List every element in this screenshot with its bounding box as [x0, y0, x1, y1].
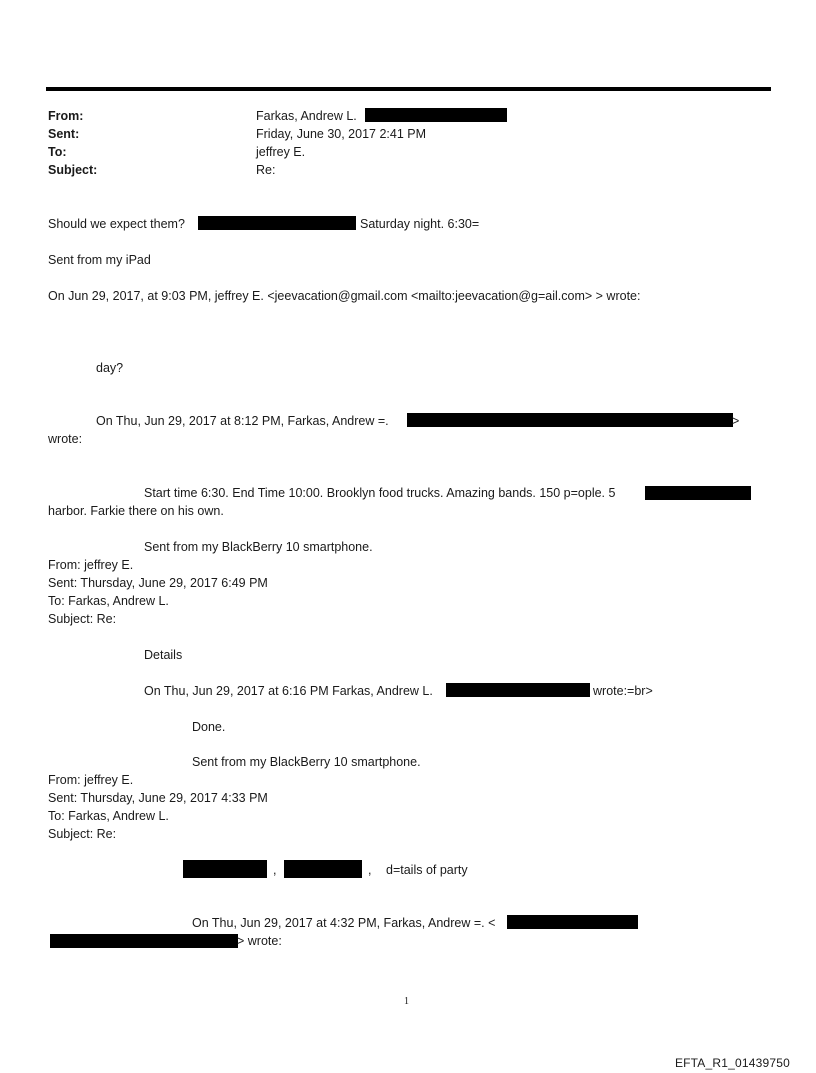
header-rule [46, 87, 771, 91]
from-value: Farkas, Andrew L. [256, 109, 357, 123]
body-line-13: Subject: Re: [48, 612, 117, 626]
body-line-1b: Saturday night. 6:30= [360, 217, 480, 231]
body-line-9: Sent from my BlackBerry 10 smartphone. [144, 540, 373, 554]
body-line-21: Subject: Re: [48, 827, 117, 841]
body-line-7: Start time 6:30. End Time 10:00. Brooklyn food trucks. Amazing bands. 150 p=ople. 5 [144, 486, 616, 500]
to-label: To: [48, 145, 67, 159]
body-line-16: Done. [192, 720, 226, 734]
body-line-8: harbor. Farkie there on his own. [48, 504, 224, 518]
body-line-2: Sent from my iPad [48, 253, 151, 267]
redaction-block [645, 486, 751, 500]
body-line-10: From: jeffrey E. [48, 558, 134, 572]
from-label: From: [48, 109, 84, 123]
body-line-17: Sent from my BlackBerry 10 smartphone. [192, 755, 421, 769]
body-line-11: Sent: Thursday, June 29, 2017 6:49 PM [48, 576, 268, 590]
to-value: jeffrey E. [256, 145, 306, 159]
body-line-3: On Jun 29, 2017, at 9:03 PM, jeffrey E. <jeevacation@gmail.com <mailto:jeevacation@g=ail.com> > wrote: [48, 289, 641, 303]
subject-value: Re: [256, 163, 276, 177]
body-line-18: From: jeffrey E. [48, 773, 134, 787]
body-line-23: On Thu, Jun 29, 2017 at 4:32 PM, Farkas, Andrew =. < [192, 916, 496, 930]
redaction-block [365, 108, 507, 122]
subject-label: Subject: [48, 163, 98, 177]
body-line-15b: wrote:=br> [593, 684, 653, 698]
sent-label: Sent: [48, 127, 80, 141]
redaction-block [284, 860, 362, 878]
redaction-block [50, 934, 238, 948]
body-line-24: > wrote: [237, 934, 282, 948]
sent-value: Friday, June 30, 2017 2:41 PM [256, 127, 427, 141]
redaction-block [407, 413, 733, 427]
redaction-block [183, 860, 267, 878]
redaction-block [198, 216, 356, 230]
body-line-19: Sent: Thursday, June 29, 2017 4:33 PM [48, 791, 268, 805]
document-id: EFTA_R1_01439750 [674, 1056, 790, 1070]
body-line-6: wrote: [48, 432, 83, 446]
body-line-4: day? [96, 361, 124, 375]
body-line-22c: d=tails of party [386, 863, 468, 877]
page-number: 1 [404, 996, 409, 1007]
body-line-15a: On Thu, Jun 29, 2017 at 6:16 PM Farkas, Andrew L. [144, 684, 433, 698]
body-line-5-end: > [732, 414, 740, 428]
body-line-22b: , [368, 863, 372, 877]
body-line-20: To: Farkas, Andrew L. [48, 809, 169, 823]
redaction-block [446, 683, 590, 697]
redaction-block [507, 915, 638, 929]
body-line-1a: Should we expect them? [48, 217, 185, 231]
body-line-22a: , [273, 863, 277, 877]
body-line-14: Details [144, 648, 183, 662]
body-line-5: On Thu, Jun 29, 2017 at 8:12 PM, Farkas, Andrew =. [96, 414, 389, 428]
body-line-12: To: Farkas, Andrew L. [48, 594, 169, 608]
